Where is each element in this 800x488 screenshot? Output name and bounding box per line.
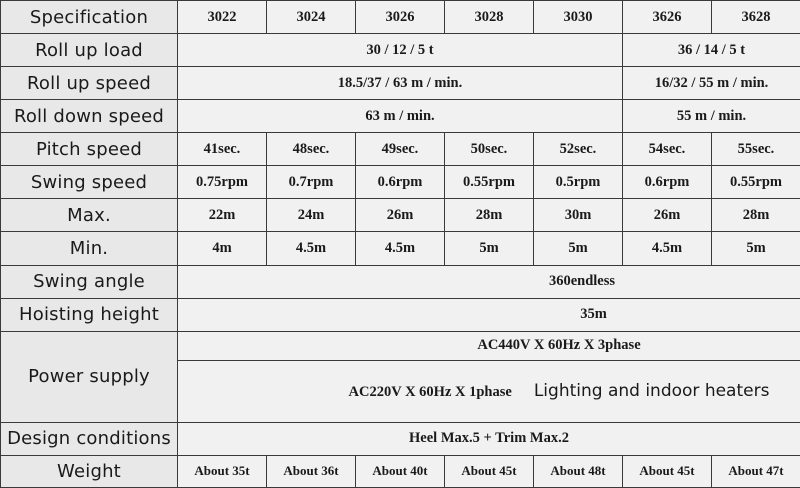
pitch-speed-label: Pitch speed (1, 133, 178, 166)
row-roll-down-speed (1, 100, 800, 133)
pitch-speed-cell: 50sec. (445, 133, 534, 166)
min-cell: 4.5m (267, 232, 356, 265)
weight-cell: About 40t (356, 455, 445, 487)
row-min (1, 232, 800, 265)
min-cell: 5m (534, 232, 623, 265)
min-cell: 4.5m (356, 232, 445, 265)
max-label: Max. (1, 199, 178, 232)
swing-speed-cell: 0.75rpm (178, 166, 267, 199)
pitch-speed-cell: 52sec. (534, 133, 623, 166)
swing-angle-cell (178, 265, 800, 298)
row-weight (1, 455, 800, 487)
power-supply-label: Power supply (1, 331, 178, 422)
pitch-speed-cell: 49sec. (356, 133, 445, 166)
row-pitch-speed (1, 133, 800, 166)
pitch-speed-cell: 54sec. (623, 133, 712, 166)
pitch-speed-cell: 41sec. (178, 133, 267, 166)
swing-speed-cell: 0.7rpm (267, 166, 356, 199)
weight-cell: About 48t (534, 455, 623, 487)
row-power-supply-1 (1, 331, 800, 360)
row-hoisting-height (1, 298, 800, 331)
design-conditions-label: Design conditions (1, 422, 178, 455)
weight-cell: About 45t (445, 455, 534, 487)
model-3626: 3626 (623, 1, 712, 34)
max-cell: 30m (534, 199, 623, 232)
roll-up-speed-30-series: 18.5/37 / 63 m / min. (178, 67, 623, 100)
row-swing-speed (1, 166, 800, 199)
max-cell: 24m (267, 199, 356, 232)
model-3030: 3030 (534, 1, 623, 34)
model-3022: 3022 (178, 1, 267, 34)
min-cell: 5m (445, 232, 534, 265)
weight-cell: About 47t (712, 455, 800, 487)
weight-cell: About 45t (623, 455, 712, 487)
max-cell: 28m (445, 199, 534, 232)
hoisting-height-label: Hoisting height (1, 298, 178, 331)
roll-up-load-36-series: 36 / 14 / 5 t (623, 34, 800, 67)
max-cell: 26m (356, 199, 445, 232)
row-design-conditions (1, 422, 800, 455)
max-cell: 28m (712, 199, 800, 232)
power-supply-1phase: AC220V X 60Hz X 1phase (348, 384, 512, 401)
roll-up-load-label: Roll up load (1, 34, 178, 67)
weight-cell: About 36t (267, 455, 356, 487)
row-roll-up-speed (1, 67, 800, 100)
power-supply-line-1 (178, 331, 800, 360)
pitch-speed-cell: 55sec. (712, 133, 800, 166)
roll-up-speed-36-series: 16/32 / 55 m / min. (623, 67, 800, 100)
max-cell: 22m (178, 199, 267, 232)
swing-speed-cell: 0.55rpm (712, 166, 800, 199)
row-swing-angle (1, 265, 800, 298)
row-max (1, 199, 800, 232)
swing-angle-label: Swing angle (1, 265, 178, 298)
swing-angle-value: 360endless (548, 273, 616, 290)
weight-cell: About 35t (178, 455, 267, 487)
min-cell: 4m (178, 232, 267, 265)
model-3028: 3028 (445, 1, 534, 34)
min-label: Min. (1, 232, 178, 265)
swing-speed-cell: 0.5rpm (534, 166, 623, 199)
power-supply-note: Lighting and indoor heaters (533, 381, 770, 402)
swing-speed-label: Swing speed (1, 166, 178, 199)
power-supply-3phase: AC440V X 60Hz X 3phase (477, 337, 641, 354)
model-3026: 3026 (356, 1, 445, 34)
roll-down-speed-label: Roll down speed (1, 100, 178, 133)
swing-speed-cell: 0.6rpm (356, 166, 445, 199)
model-3024: 3024 (267, 1, 356, 34)
design-conditions-value: Heel Max.5 + Trim Max.2 (178, 422, 800, 455)
header-label: Specification (1, 1, 178, 34)
min-cell: 4.5m (623, 232, 712, 265)
hoisting-height-cell (178, 298, 800, 331)
model-3628: 3628 (712, 1, 800, 34)
roll-down-speed-36-series: 55 m / min. (623, 100, 800, 133)
min-cell: 5m (712, 232, 800, 265)
pitch-speed-cell: 48sec. (267, 133, 356, 166)
max-cell: 26m (623, 199, 712, 232)
header-row (1, 1, 800, 34)
swing-speed-cell: 0.6rpm (623, 166, 712, 199)
roll-up-load-30-series: 30 / 12 / 5 t (178, 34, 623, 67)
weight-label: Weight (1, 455, 178, 487)
hoisting-height-value: 35m (580, 306, 607, 323)
swing-speed-cell: 0.55rpm (445, 166, 534, 199)
roll-up-speed-label: Roll up speed (1, 67, 178, 100)
power-supply-line-2 (178, 360, 800, 422)
row-roll-up-load (1, 34, 800, 67)
roll-down-speed-30-series: 63 m / min. (178, 100, 623, 133)
